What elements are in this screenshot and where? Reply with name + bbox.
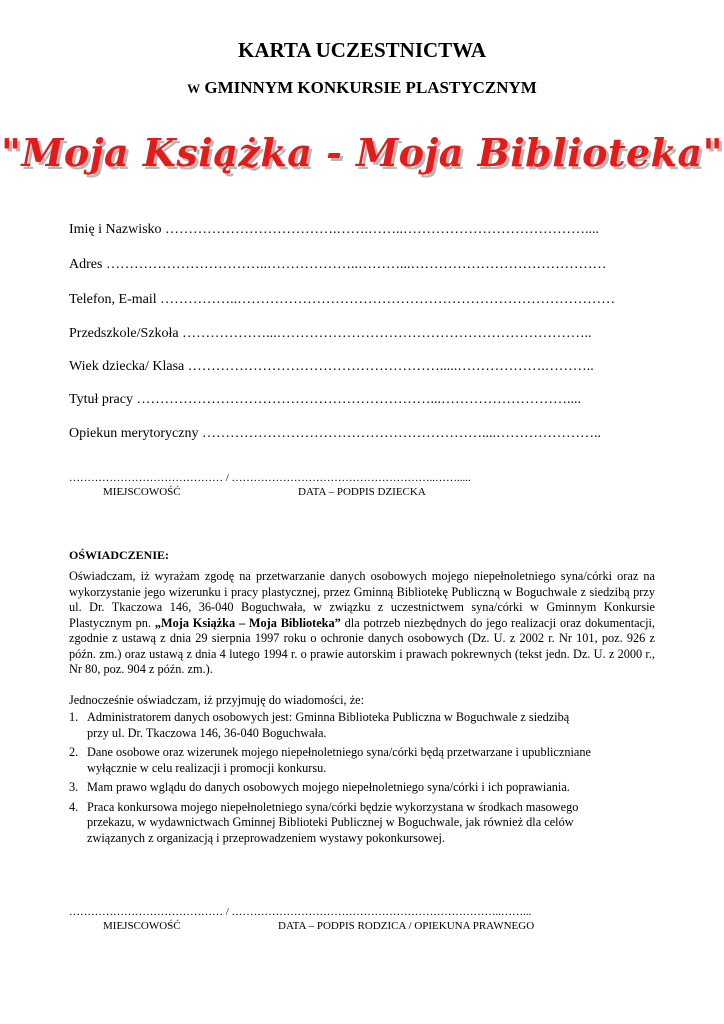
- acknowledgement-intro: Jednocześnie oświadczam, iż przyjmuję do wiadomości, że:: [69, 693, 365, 707]
- child-signature-line[interactable]: …………………………………… / ………………………………………………..…….....: [69, 472, 471, 484]
- field-age-class[interactable]: [69, 359, 594, 375]
- field-label: Wiek dziecka/ Klasa: [69, 359, 185, 374]
- child-place-label: MIEJSCOWOŚĆ: [103, 486, 181, 498]
- contest-name-banner: "Moja Książka - Moja Biblioteka": [1, 130, 723, 175]
- field-phone-email[interactable]: [69, 292, 615, 308]
- list-item: [69, 780, 655, 796]
- list-text: Administratorem danych osobowych jest: Gminna Biblioteka Publiczna w Boguchwale z siedzibą przy ul. Dr. Tkaczowa 146, 36-040 Boguchwała.: [87, 710, 570, 740]
- subtitle-prefix: W: [187, 81, 201, 96]
- subtitle-text: GMINNYM KONKURSIE PLASTYCZNYM: [204, 78, 537, 97]
- field-address[interactable]: [69, 257, 606, 273]
- child-date-signature-label: DATA – PODPIS DZIECKA: [298, 486, 426, 498]
- document-title: KARTA UCZESTNICTWA: [237, 38, 486, 62]
- list-text: Mam prawo wglądu do danych osobowych mojego niepełnoletniego syna/córki i ich poprawiania.: [87, 780, 570, 794]
- contest-name-inline: „Moja Książka – Moja Biblioteka”: [154, 615, 341, 630]
- declaration-text-start: Oświadczam, iż wyrażam zgodę na przetwarzanie danych osobowych mojego niepełnoletniego syna/córki oraz na wykorzystanie jego wizerunku i pracy plastycznej, przez Gminną Bibliotekę Publiczną w Boguchwale z siedzibą przy ul. Dr. Tkaczowa 146, 36-040 Boguchwała, w związku z uczestnictwem syna/córki w Gminnym Konkursie Plastycznym pn.: [69, 569, 655, 630]
- document-subtitle: [0, 78, 724, 98]
- field-fill-line: ……………………………………………………....…………………..: [201, 426, 601, 441]
- field-label: Imię i Nazwisko: [69, 222, 162, 237]
- list-number: 3.: [69, 780, 79, 794]
- field-fill-line: ……………..………………………………………………………………………: [160, 292, 616, 307]
- list-text: Dane osobowe oraz wizerunek mojego niepełnoletniego syna/córki będą przetwarzane i upubliczniane wyłącznie w celu realizacji i promocji konkursu.: [87, 745, 591, 775]
- list-number: 2.: [69, 745, 79, 759]
- field-supervisor[interactable]: [69, 426, 601, 442]
- parent-place-label: MIEJSCOWOŚĆ: [103, 920, 181, 932]
- field-full-name[interactable]: [69, 222, 599, 238]
- declaration-text-end: dla potrzeb niezbędnych do jego realizacji oraz dokumentacji, zgodnie z ustawą z dnia 29 sierpnia 1997 roku o ochronie danych osobowych (Dz. U. z 2002 r. Nr 101, poz. 926 z późn. zm.) oraz ustawą z dnia 4 lutego 1994 r. o prawie autorskim i prawach pokrewnych (tekst jedn. Dz. U. z 2000 r., Nr 80, poz. 904 z późn. zm.).: [69, 615, 655, 676]
- field-label: Adres: [69, 257, 103, 272]
- list-number: 4.: [69, 799, 79, 814]
- parent-date-signature-label: DATA – PODPIS RODZICA / OPIEKUNA PRAWNEGO: [278, 920, 535, 932]
- field-fill-line: ……………………………….…….……..…………………………………....: [165, 222, 600, 237]
- field-label: Opiekun merytoryczny: [69, 426, 199, 441]
- parent-signature-line[interactable]: …………………………………… / ………………………………………………………………..……...: [69, 906, 532, 918]
- field-label: Tytuł pracy: [69, 392, 133, 407]
- list-item: [69, 710, 655, 741]
- field-fill-line: ……………………………………………….....……………….………..: [187, 359, 594, 374]
- field-school[interactable]: [69, 326, 592, 342]
- field-work-title[interactable]: [69, 392, 581, 408]
- field-label: Telefon, E-mail: [69, 292, 157, 307]
- declaration-paragraph: [69, 569, 655, 678]
- field-label: Przedszkole/Szkoła: [69, 326, 179, 341]
- list-number: 1.: [69, 710, 79, 724]
- acknowledgement-list: [69, 710, 655, 850]
- field-fill-line: ………………………………………………………...………………………....: [136, 392, 581, 407]
- list-text: Praca konkursowa mojego niepełnoletniego syna/córki będzie wykorzystana w środkach masowego przekazu, w wydawnictwach Gminnej Biblioteki Publicznej w Boguchwale, jak również dla celów związanych z organizacją i przeprowadzeniem wystawy pokonkursowej.: [87, 799, 579, 845]
- list-item: [69, 800, 655, 847]
- list-item: [69, 745, 655, 776]
- declaration-title: OŚWIADCZENIE:: [69, 548, 170, 562]
- field-fill-line: ……………………………..………………..………...……………………………………: [105, 257, 607, 272]
- field-fill-line: ………………...…………………………………………………………..: [182, 326, 592, 341]
